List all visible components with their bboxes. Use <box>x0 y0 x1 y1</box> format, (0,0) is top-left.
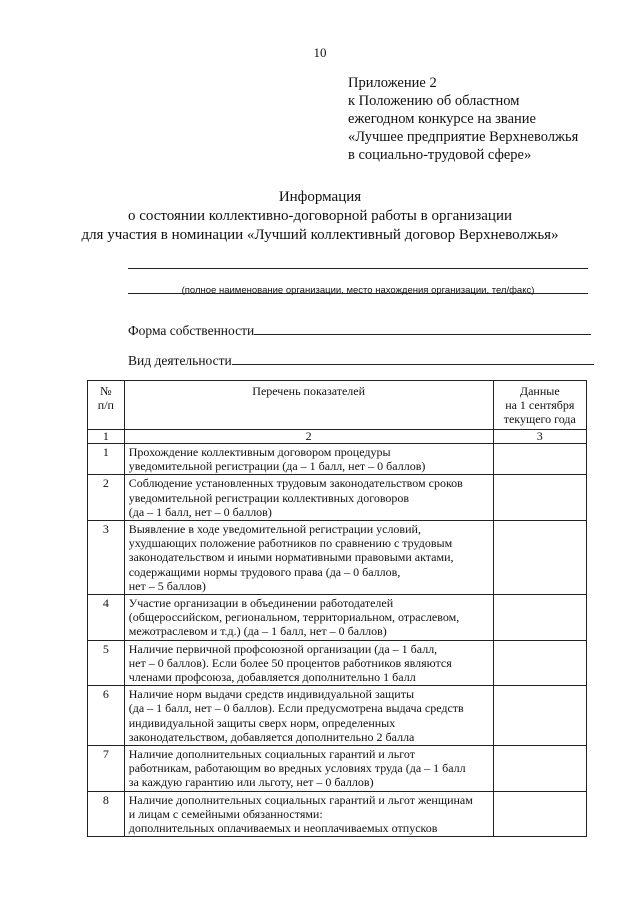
row-indicator: Выявление в ходе уведомительной регистрации условий, ухудшающих положение работников по сравнению с трудовым законодательством и иными нормативными правовыми актами, содержащими нормы трудового права (да – 0 баллов, нет – 5 баллов) <box>124 521 493 595</box>
activity-input-line <box>232 352 594 365</box>
org-name-line <box>128 268 588 269</box>
header-num: № п/п <box>88 381 125 430</box>
activity-field <box>128 352 594 369</box>
ownership-input-line <box>254 322 591 335</box>
appendix-line: к Положению об областном <box>348 93 520 109</box>
column-number: 3 <box>493 430 586 444</box>
title-line: о состоянии коллективно-договорной работы в организации <box>127 208 512 224</box>
row-value-cell[interactable] <box>493 444 586 475</box>
row-number: 5 <box>88 640 125 686</box>
header-data: Данные на 1 сентября текущего года <box>493 381 586 430</box>
row-number: 3 <box>88 521 125 595</box>
appendix-line: Приложение 2 <box>348 75 437 91</box>
column-numbers-row <box>88 430 587 444</box>
row-number: 8 <box>88 791 125 837</box>
activity-label: Вид деятельности <box>128 353 232 368</box>
column-number: 2 <box>124 430 493 444</box>
table-row <box>88 686 587 746</box>
row-indicator: Наличие дополнительных социальных гарантий и льгот женщинам и лицам с семейными обязанностями: дополнительных оплачиваемых и неоплачиваемых отпусков <box>124 791 493 837</box>
row-number: 2 <box>88 475 125 521</box>
table-row <box>88 746 587 792</box>
table-row <box>88 640 587 686</box>
appendix-note <box>348 74 578 164</box>
appendix-line: ежегодном конкурсе на звание <box>348 111 536 127</box>
row-value-cell[interactable] <box>493 475 586 521</box>
document-title <box>0 188 640 245</box>
title-line: для участия в номинации «Лучший коллективный договор Верхневолжья» <box>81 227 559 243</box>
row-value-cell[interactable] <box>493 686 586 746</box>
row-indicator: Наличие дополнительных социальных гарантий и льгот работникам, работающим во вредных условиях труда (да – 1 балл за каждую гарантию или льготу, нет – 0 баллов) <box>124 746 493 792</box>
table-row <box>88 791 587 837</box>
page-number: 10 <box>313 45 327 60</box>
table-row <box>88 475 587 521</box>
row-indicator: Наличие норм выдачи средств индивидуальной защиты (да – 1 балл, нет – 0 баллов). Если предусмотрена выдача средств индивидуальной защиты сверх норм, определенных законодательством, добавляется дополнительно 2 балла <box>124 686 493 746</box>
row-value-cell[interactable] <box>493 791 586 837</box>
row-number: 1 <box>88 444 125 475</box>
row-indicator: Участие организации в объединении работодателей (общероссийском, региональном, территориальном, отраслевом, межотраслевом и т.д.) (да – 1 балл, нет – 0 баллов) <box>124 595 493 641</box>
row-value-cell[interactable] <box>493 595 586 641</box>
row-indicator: Прохождение коллективным договором процедуры уведомительной регистрации (да – 1 балл, нет – 0 баллов) <box>124 444 493 475</box>
title-line: Информация <box>278 189 362 205</box>
table-row <box>88 444 587 475</box>
column-number: 1 <box>88 430 125 444</box>
row-value-cell[interactable] <box>493 521 586 595</box>
row-number: 7 <box>88 746 125 792</box>
row-value-cell[interactable] <box>493 746 586 792</box>
row-indicator: Соблюдение установленных трудовым законодательством сроков уведомительной регистрации коллективных договоров (да – 1 балл, нет – 0 баллов) <box>124 475 493 521</box>
table-header-row <box>88 381 587 430</box>
header-indicators: Перечень показателей <box>124 381 493 430</box>
indicators-table <box>87 380 587 837</box>
org-name-caption: (полное наименование организации, место нахождения организации, тел/факс) <box>181 285 535 296</box>
ownership-label: Форма собственности <box>128 323 255 338</box>
row-number: 4 <box>88 595 125 641</box>
row-indicator: Наличие первичной профсоюзной организации (да – 1 балл, нет – 0 баллов). Если более 50 процентов работников являются членами профсоюза, добавляется дополнительно 1 балл <box>124 640 493 686</box>
table-row <box>88 595 587 641</box>
ownership-field <box>128 322 591 339</box>
table-row <box>88 521 587 595</box>
appendix-line: «Лучшее предприятие Верхневолжья <box>348 129 579 145</box>
row-number: 6 <box>88 686 125 746</box>
row-value-cell[interactable] <box>493 640 586 686</box>
org-name-line-2 <box>128 293 588 294</box>
appendix-line: в социально-трудовой сфере» <box>348 147 532 163</box>
